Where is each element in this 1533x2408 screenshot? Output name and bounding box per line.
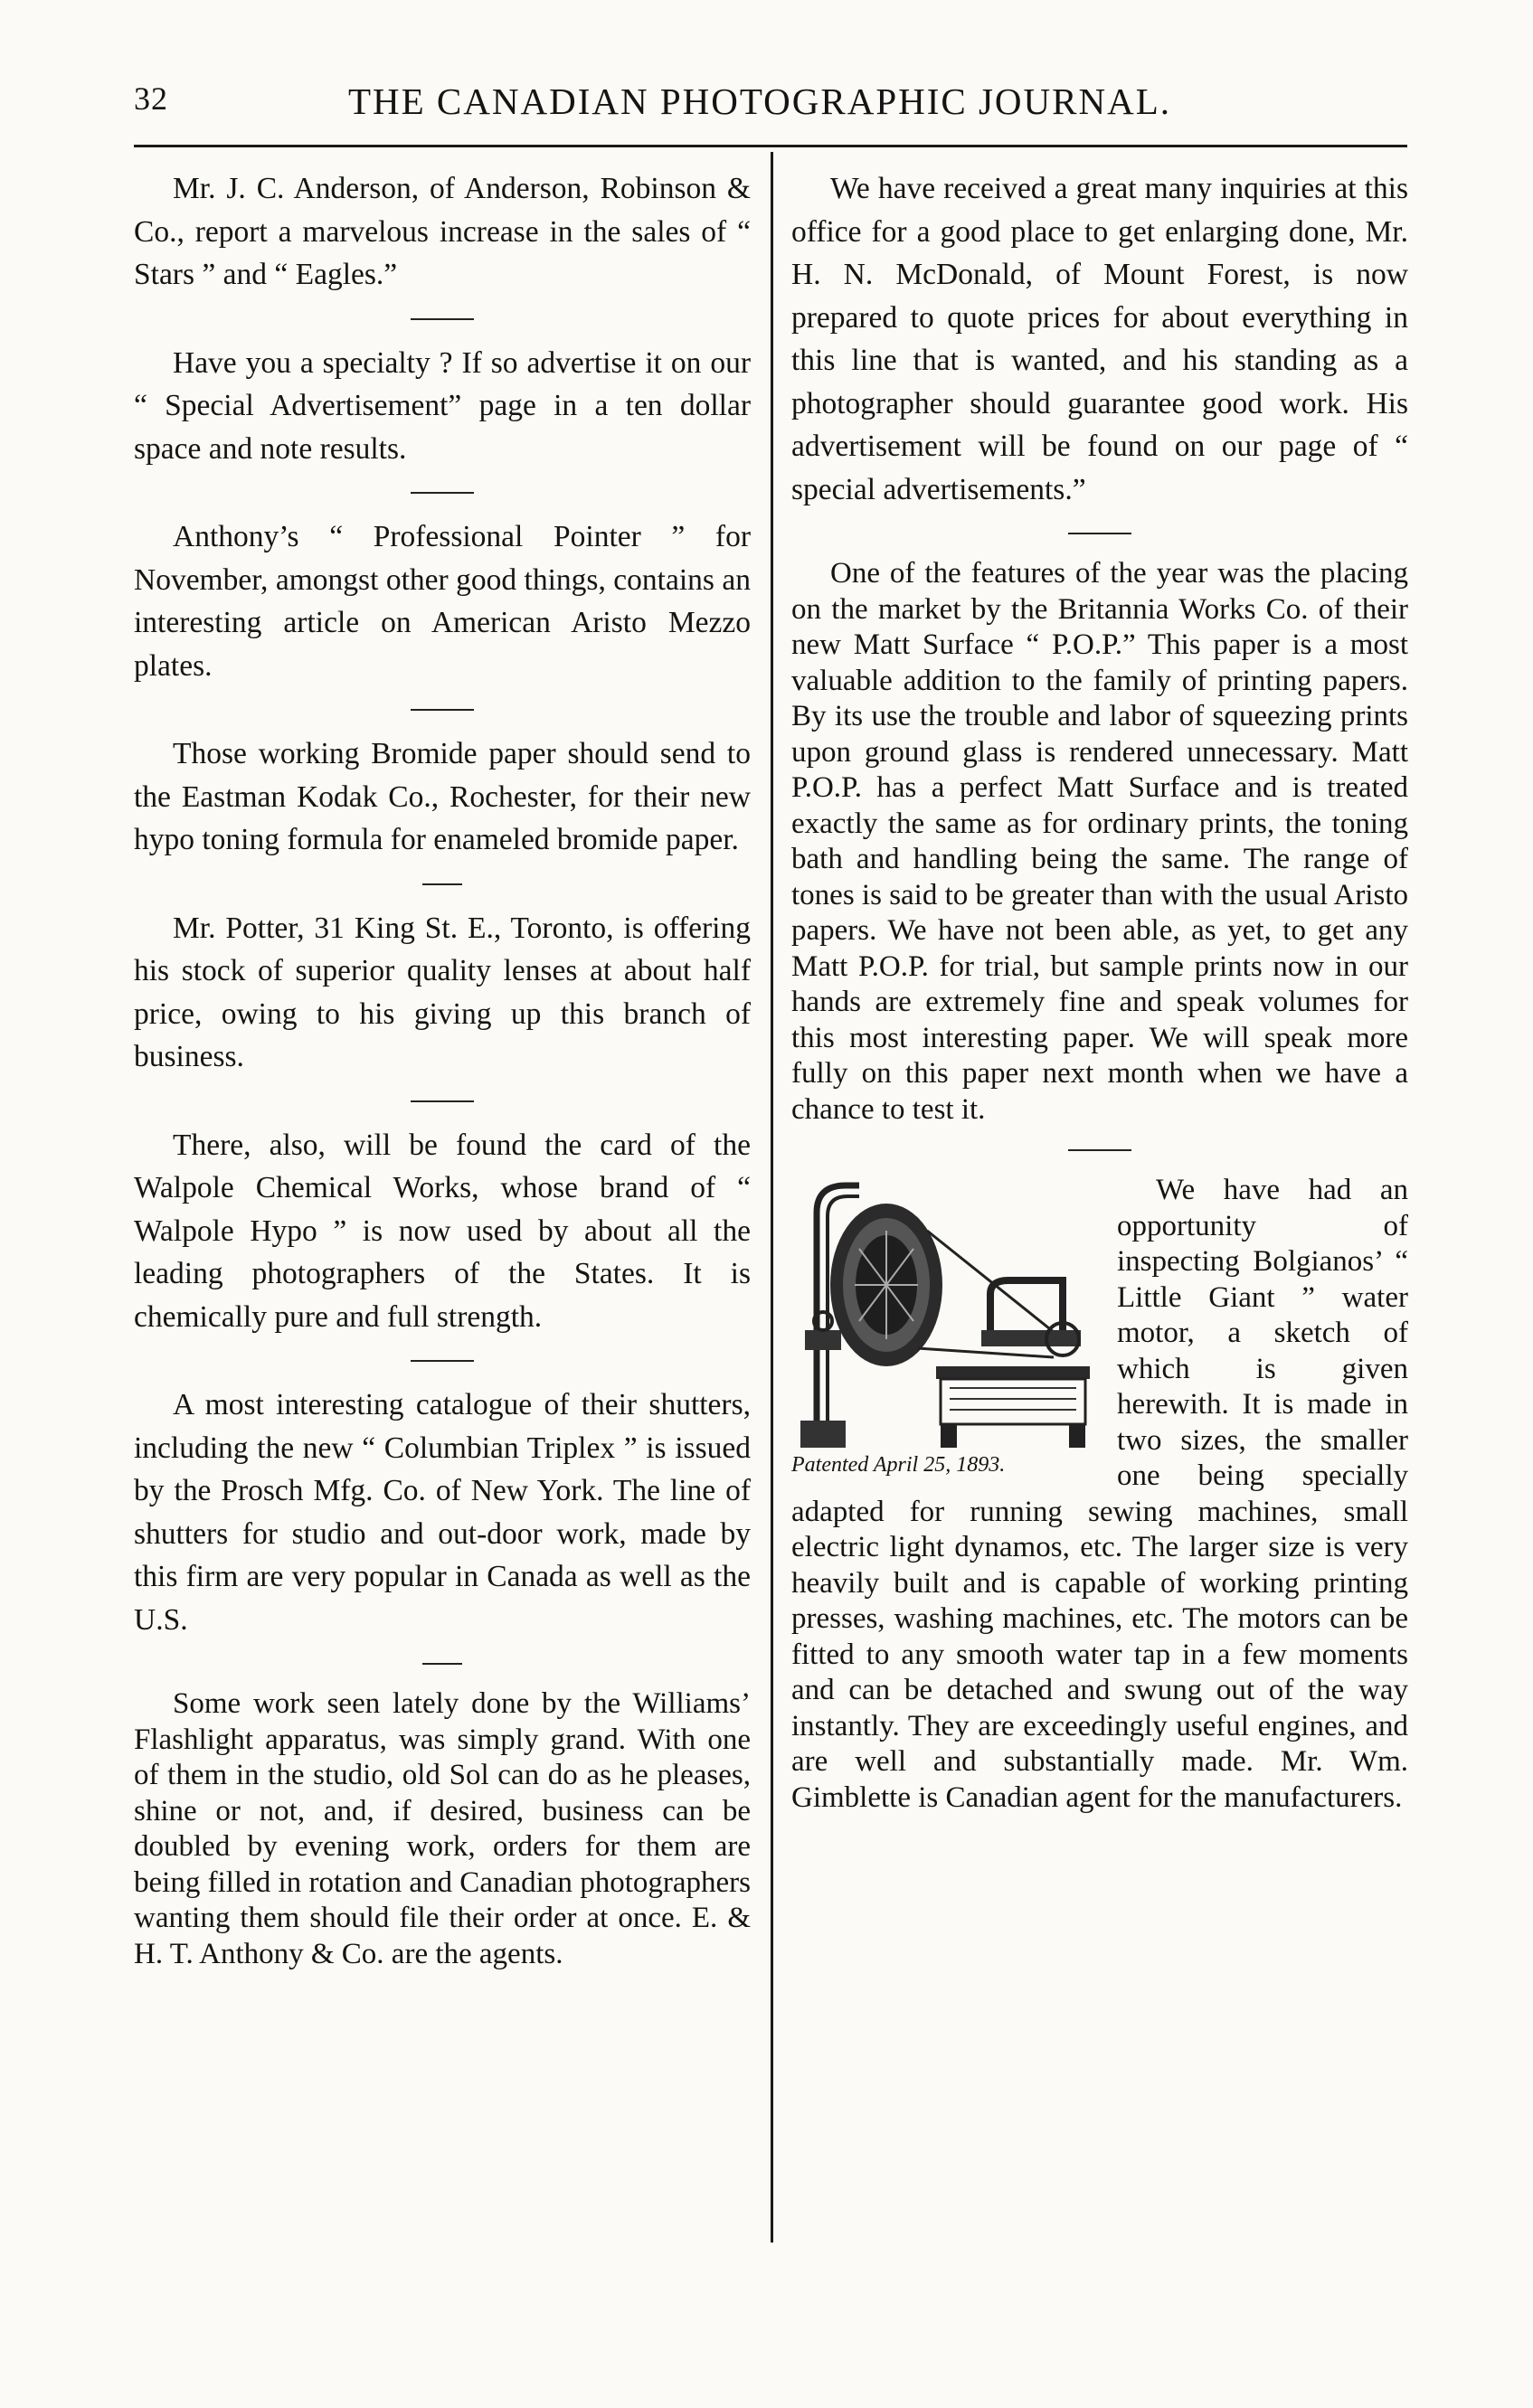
paragraph-potter: Mr. Potter, 31 King St. E., Toronto, is offering his stock of superior quality lenses at about half price, owing to his giving up this branch of business. bbox=[134, 911, 751, 1073]
paragraph-anthony-pointer: Anthony’s “ Professional Pointer ” for November, amongst other good things, contains an interesting article on American Aristo Mezzo plates. bbox=[134, 520, 751, 683]
right-column bbox=[791, 167, 1408, 1816]
water-motor-engraving bbox=[791, 1176, 1097, 1448]
paragraph-prosch: A most interesting catalogue of their shutters, including the new “ Columbian Triplex ” is issued by the Prosch Mfg. Co. of New York. The line of shutters for studio and out-door work, made by this firm are very popular in Canada as well as the U.S. bbox=[134, 1388, 751, 1637]
column-divider bbox=[771, 152, 773, 2243]
section-rule bbox=[422, 883, 462, 885]
section-rule bbox=[1068, 1149, 1131, 1151]
left-column bbox=[134, 167, 751, 1972]
paragraph-williams-flashlight: Some work seen lately done by the Williams’ Flashlight apparatus, was simply grand. With one of them in the studio, old Sol can do as he pleases, shine or not, and, if desired, business can be doubled by evening work, orders for them are being filled in rotation and Canadian photographers wanting them should file their order at once. E. & H. T. Anthony & Co. are the agents. bbox=[134, 1687, 751, 1970]
header-rule bbox=[134, 145, 1407, 147]
section-rule bbox=[422, 1663, 462, 1665]
water-motor-illustration bbox=[791, 1176, 1097, 1475]
section-rule bbox=[411, 492, 474, 494]
paragraph-little-giant: We have had an opportunity of inspecting Bolgianos’ “ Little Giant ” water motor, a sketch of which is given herewith. It is made in two sizes, the smaller one being specially adapted for running sewing machines, small electric light dynamos, etc. The larger size is very heavily built and is capable of working printing presses, washing machines, etc. The motors can be fitted to any smooth water tap in a few moments and can be detached and swung out of the way instantly. They are exceedingly useful engines, and are well and substantially made. Mr. Wm. Gimblette is Canadian agent for the manufacturers. bbox=[791, 1174, 1408, 1814]
section-rule bbox=[1068, 533, 1131, 534]
paragraph-walpole: There, also, will be found the card of the Walpole Chemical Works, whose brand of “ Walpole Hypo ” is now used by about all the leading photographers of the States. It is chemically pure and full strength. bbox=[134, 1128, 751, 1334]
paragraph-enlarging: We have received a great many inquiries at this office for a good place to get enlarging done, Mr. H. N. McDonald, of Mount Forest, is now prepared to quote prices for about everything in this line that is wanted, and his standing as a photographer should guarantee good work. His advertisement will be found on our page of “ special advertisements.” bbox=[791, 172, 1408, 506]
page-number: 32 bbox=[134, 80, 168, 117]
paragraph-matt-pop: One of the features of the year was the placing on the market by the Britannia Works Co. of their new Matt Surface “ P.O.P.” This paper is a most valuable addition to the family of printing papers. By its use the trouble and labor of squeezing prints upon ground glass is rendered unnecessary. Matt P.O.P. has a perfect Matt Surface and is treated exactly the same as for ordinary prints, the toning bath and handling being the same. The range of tones is said to be greater than with the usual Aristo papers. We have not been able, as yet, to get any Matt P.O.P. for trial, but sample prints now in our hands are extremely fine and speak volumes for this most interesting paper. We will speak more fully on this paper next month when we have a chance to test it. bbox=[791, 557, 1408, 1126]
section-rule bbox=[411, 318, 474, 320]
section-rule bbox=[411, 1360, 474, 1362]
paragraph-bromide: Those working Bromide paper should send to the Eastman Kodak Co., Rochester, for their new hypo toning formula for enameled bromide paper. bbox=[134, 737, 751, 856]
section-rule bbox=[411, 1100, 474, 1102]
paragraph-specialty: Have you a specialty ? If so advertise it on our “ Special Advertisement” page in a ten dollar space and note results. bbox=[134, 345, 751, 466]
figure-caption: Patented April 25, 1893. bbox=[791, 1453, 1006, 1477]
section-rule bbox=[411, 709, 474, 711]
journal-title: THE CANADIAN PHOTOGRAPHIC JOURNAL. bbox=[347, 80, 1172, 122]
paragraph-anderson: Mr. J. C. Anderson, of Anderson, Robinson & Co., report a marvelous increase in the sales of “ Stars ” and “ Eagles.” bbox=[134, 172, 751, 291]
